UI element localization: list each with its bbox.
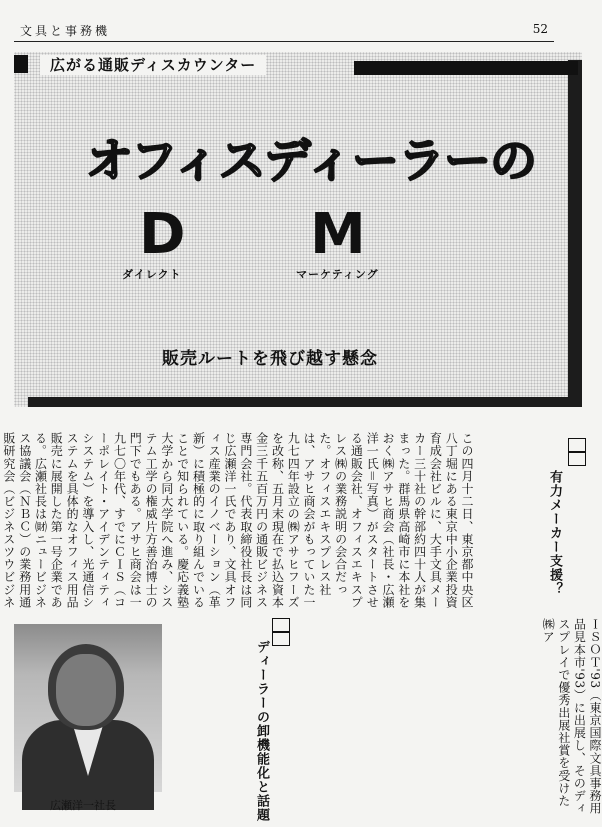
letter-m-caption: マーケティング — [296, 268, 379, 281]
section-heading-2: ディーラーの卸機能化と話題 — [254, 640, 269, 822]
subheadline: 販売ルートを飛び越す懸念 — [162, 349, 378, 369]
banner-shadow-bottom — [28, 397, 582, 407]
page-number: 52 — [532, 22, 548, 36]
section-heading-1: 有力メーカー支援？ — [547, 470, 562, 596]
feature-banner — [14, 52, 582, 407]
tagline-bar-left — [14, 55, 28, 73]
letter-d: D — [139, 202, 186, 267]
heading-box-icon — [568, 438, 586, 452]
heading-box-icon — [568, 452, 586, 466]
photo-caption: 広瀬洋一社長 — [50, 799, 116, 812]
page-header — [14, 20, 554, 42]
section-title: 文具と事務機 — [20, 24, 111, 38]
tagline: 広がる通販ディスカウンター — [40, 55, 266, 75]
body-column-upper: この四月十二日、東京都中央区八丁堀にある東京中小企業投資育成会社ビルに、大手文具メーカー三十社の幹部約四十人が集まった。群馬県高崎市に本社をおく㈱アサヒ商会（社長・広瀬洋一氏＝写真）がスタートさせる通販会社、オフィスエキスプレス㈱の業務説明の会合だった。オフィスエキスプレス社は、アサヒ商会がもっていた一九七四年設立の㈱アサヒフーズを改称、五月末現在で払込資本金三千五百万円の通販ビジネス専門会社。代表取締役社長は同じ広瀬洋一氏であり、文具オフィス産業のイノベーション（革新）に積極的に取り組んでいることで知られている。慶応義塾大学から同大学院へ進み、システム工学の権威片方善治博士の門下でもある。アサヒ商会は一九七〇年代、すでにＣＩＳ（コーポレイト・アイデンティティシステム）を導入し、光通信システムを具体的なオフィス用品販売に展開した第一号企業である。広瀬社長は㈶ニュービジネス協議会（ＮＢＣ）の業務用通販研究会（ビジネスツウビジネ — [1, 432, 474, 609]
headline: オフィスディーラーの — [85, 134, 537, 189]
body-column-lower: ＩＳＯＴ'93（東京国際文具事務用品見本市'93）に出展し、そのディスプレイで優秀出展社賞を受けた㈱ア — [541, 618, 602, 815]
letter-m: M — [310, 202, 366, 267]
banner-shadow-right — [568, 60, 582, 407]
tagline-bar-right — [354, 61, 578, 75]
letter-d-caption: ダイレクト — [122, 268, 182, 281]
photo-face — [56, 654, 116, 726]
header-rule — [14, 41, 554, 42]
portrait-photo — [14, 624, 162, 792]
